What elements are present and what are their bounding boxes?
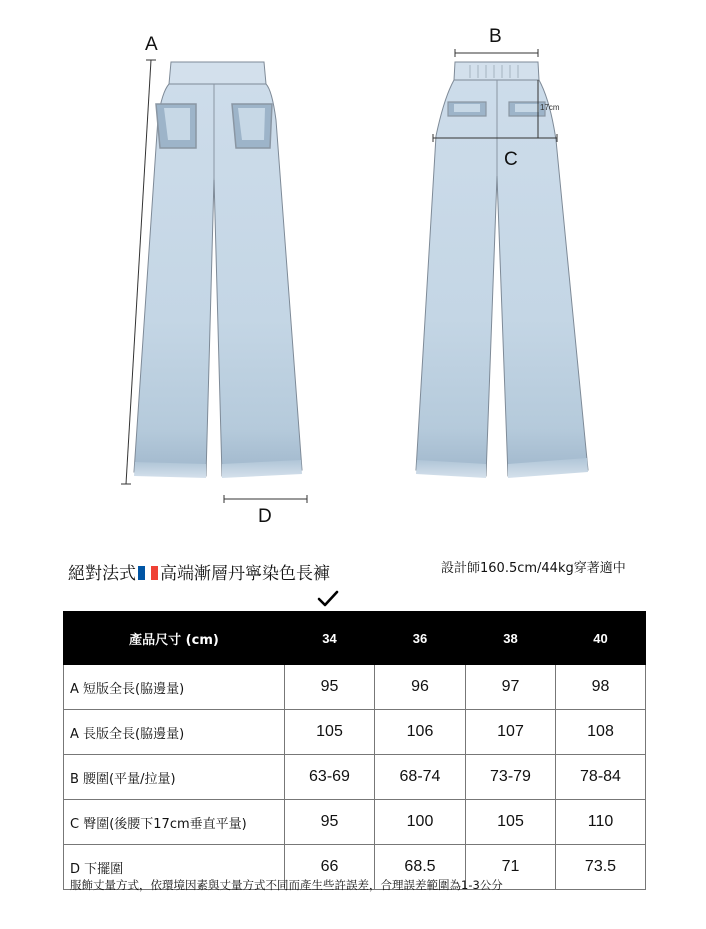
designer-note: 設計師160.5cm/44kg穿著適中 [441, 561, 626, 576]
table-row [64, 800, 646, 845]
table-cell: 105 [466, 800, 556, 845]
row-label: B 腰圍(平量/拉量) [64, 755, 285, 800]
product-title-suffix: 高端漸層丹寧染色長褲 [160, 564, 330, 584]
table-cell: 95 [285, 800, 375, 845]
header-cell-size-label: 產品尺寸 (cm) [64, 612, 285, 665]
table-cell: 106 [375, 710, 466, 755]
measurement-footnote: 服飾丈量方式，依環境因素與丈量方式不同而產生些許誤差，合理誤差範圍為1-3公分 [70, 878, 503, 892]
table-cell: 73-79 [466, 755, 556, 800]
table-row [64, 665, 646, 710]
product-title [68, 559, 330, 584]
table-cell: 108 [556, 710, 646, 755]
table-cell: 110 [556, 800, 646, 845]
size-chart-table [63, 611, 646, 890]
table-cell: 66 [285, 845, 375, 890]
table-cell: 97 [466, 665, 556, 710]
dim-label-b: B [489, 26, 502, 47]
table-cell: 78-84 [556, 755, 646, 800]
table-cell: 105 [285, 710, 375, 755]
table-cell: 68.5 [375, 845, 466, 890]
dim-label-rise: 17cm [540, 103, 560, 112]
dim-label-a: A [145, 34, 158, 55]
row-label: A 長版全長(脇邊量) [64, 710, 285, 755]
row-label: C 臀圍(後腰下17cm垂直平量) [64, 800, 285, 845]
table-cell: 68-74 [375, 755, 466, 800]
table-header-row [64, 612, 646, 665]
table-cell: 71 [466, 845, 556, 890]
row-label: A 短版全長(脇邊量) [64, 665, 285, 710]
back-view [416, 62, 588, 478]
header-cell-size-38: 38 [466, 612, 556, 665]
table-row [64, 755, 646, 800]
table-cell: 96 [375, 665, 466, 710]
header-cell-size-40: 40 [556, 612, 646, 665]
table-cell: 95 [285, 665, 375, 710]
table-cell: 100 [375, 800, 466, 845]
table-cell: 63-69 [285, 755, 375, 800]
front-view [134, 62, 302, 478]
dim-label-c: C [504, 149, 518, 170]
table-row [64, 710, 646, 755]
table-cell: 98 [556, 665, 646, 710]
checkmark-icon [316, 589, 340, 609]
france-flag-icon [138, 565, 158, 579]
row-label: D 下擺圍 [64, 845, 285, 890]
header-cell-size-36: 36 [375, 612, 466, 665]
dim-label-d: D [258, 506, 272, 527]
product-title-prefix: 絕對法式 [68, 564, 136, 584]
header-cell-size-34: 34 [285, 612, 375, 665]
table-cell: 73.5 [556, 845, 646, 890]
table-cell: 107 [466, 710, 556, 755]
